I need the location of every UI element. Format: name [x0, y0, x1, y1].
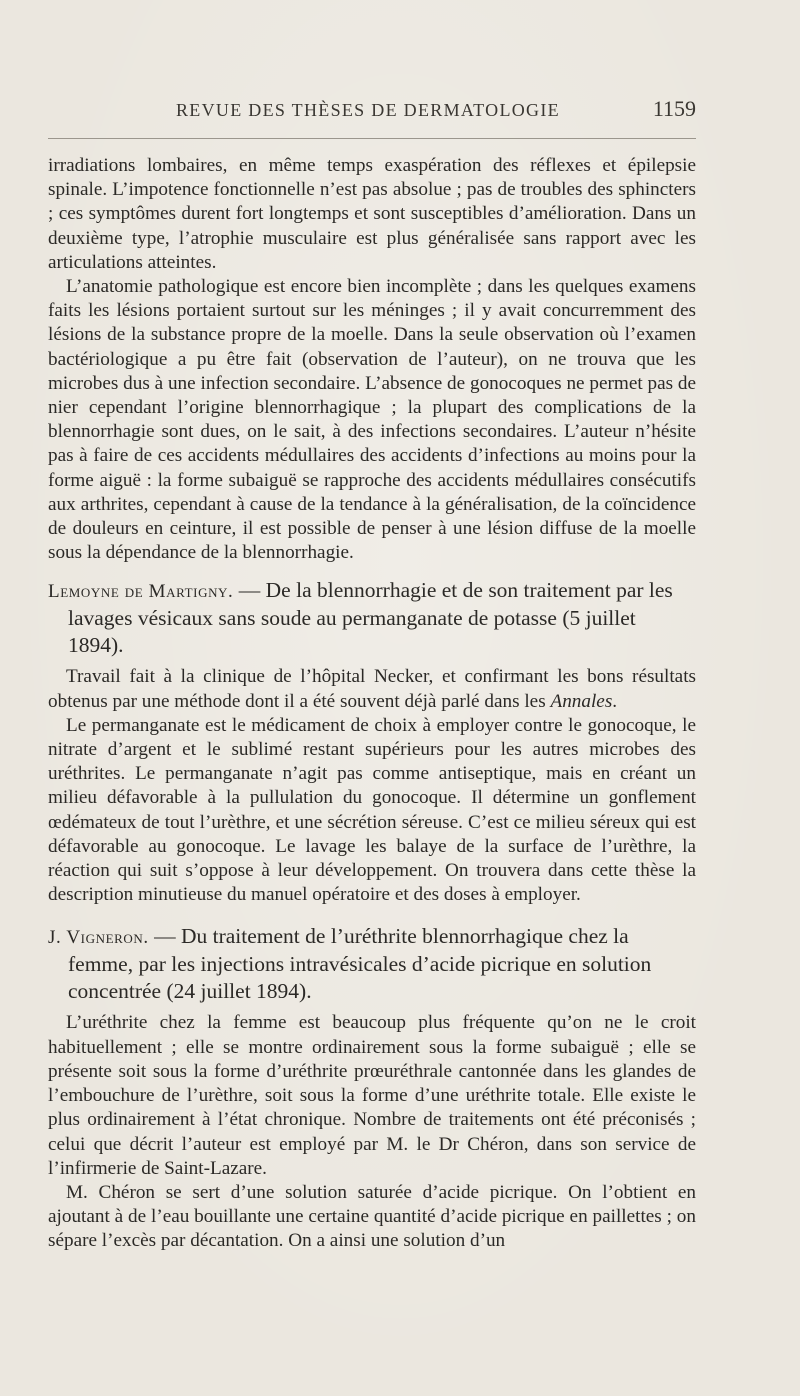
summary-text: Travail fait à la clinique de l’hôpital Necker, et confirmant les bons résultats obtenus par une méthode dont il a été souvent déjà parlé dans les [48, 666, 696, 712]
thesis-summary-paragraph [48, 665, 696, 713]
page-header [48, 96, 696, 128]
running-title: REVUE DES THÈSES DE DERMATOLOGIE [176, 100, 560, 120]
thesis-summary-paragraph: L’uréthrite chez la femme est beaucoup plus fréquente qu’on ne le croit habituellement ; elle se montre ordinairement sous la forme subaiguë ; elle se présente soit sous la forme d’uréthrite prœuréthrale cantonnée dans les glandes de l’embouchure de l’urèthre, soit sous la forme d’une uréthrite totale. Elle existe le plus ordinairement à l’état chronique. Nombre de traitements ont été préconisés ; celui que décrit l’auteur est employé par M. le Dr Chéron, dans son service de l’infirmerie de Saint-Lazare. [48, 1012, 696, 1179]
thesis-title: — Du traitement de l’uréthrite blennorrhagique chez la femme, par les injections intravésicales d’acide picrique en solution concentrée (24 juillet 1894). [68, 924, 652, 1004]
summary-text-end: . [612, 690, 618, 712]
thesis-summary-paragraph: M. Chéron se sert d’une solution saturée d’acide picrique. On l’obtient en ajoutant à de l’eau bouillante une certaine quantité d’acide picrique en paillettes ; on sépare l’excès par décantation. On a ainsi une solution d’un [48, 1181, 696, 1252]
header-rule [48, 138, 696, 139]
page-body [48, 154, 696, 1254]
thesis-entry-heading [48, 923, 696, 1005]
thesis-entry-heading [48, 577, 696, 659]
paragraph-continued: irradiations lombaires, en même temps exaspération des réflexes et épilepsie spinale. L’impotence fonctionnelle n’est pas absolue ; pas de troubles des sphincters ; ces symptômes durent fort longtemps et sont susceptibles d’amélioration. Dans un deuxième type, l’atrophie musculaire est plus généralisée sans rapport avec les articulations atteintes. [48, 155, 696, 273]
thesis-summary-paragraph: Le permanganate est le médicament de choix à employer contre le gonocoque, le nitrate d’argent et le sublimé restant supérieurs pour les autres microbes des uréthrites. Le permanganate n’agit pas comme antiseptique, mais en créant un milieu défavorable à la pullulation du gonocoque. Il détermine un gonflement œdémateux de tout l’urèthre, et une sécrétion séreuse. C’est ce milieu séreux qui est défavorable au gonocoque. Le lavage les balaye de la surface de l’urèthre, la réaction qui suit s’oppose à leur développement. On trouvera dans cette thèse la description minutieuse du manuel opératoire et des doses à employer. [48, 714, 696, 906]
paragraph-anatomy: L’anatomie pathologique est encore bien incomplète ; dans les quelques examens faits les lésions portaient surtout sur les méninges ; il y avait concurremment des lésions de la substance propre de la moelle. Dans la seule observation où l’examen bactériologique a pu être fait (observation de l’auteur), on ne trouva que les microbes dus à une infection secondaire. L’absence de gonocoques ne permet pas de nier cependant l’origine blennorrhagique ; la plupart des complications de la blennorrhagie sont dues, on le sait, à des infections secondaires. L’auteur n’hésite pas à faire de ces accidents médullaires des accidents d’infections au moins pour la forme aiguë : la forme subaiguë se rapproche des accidents médullaires consécutifs aux arthrites, cependant à cause de la tendance à la généralisation, de la coïncidence de douleurs en ceinture, il est possible de penser à une lésion diffuse de la moelle sous la dépendance de la blennorrhagie. [48, 276, 696, 564]
thesis-author: J. Vigneron. [48, 927, 149, 949]
page-number: 1159 [652, 96, 696, 121]
thesis-title: — De la blennorrhagie et de son traitement par les lavages vésicaux sans soude au permanganate de potasse (5 juillet 1894). [68, 578, 673, 658]
journal-name: Annales [550, 690, 613, 712]
thesis-author: Lemoyne de Martigny. [48, 581, 234, 603]
